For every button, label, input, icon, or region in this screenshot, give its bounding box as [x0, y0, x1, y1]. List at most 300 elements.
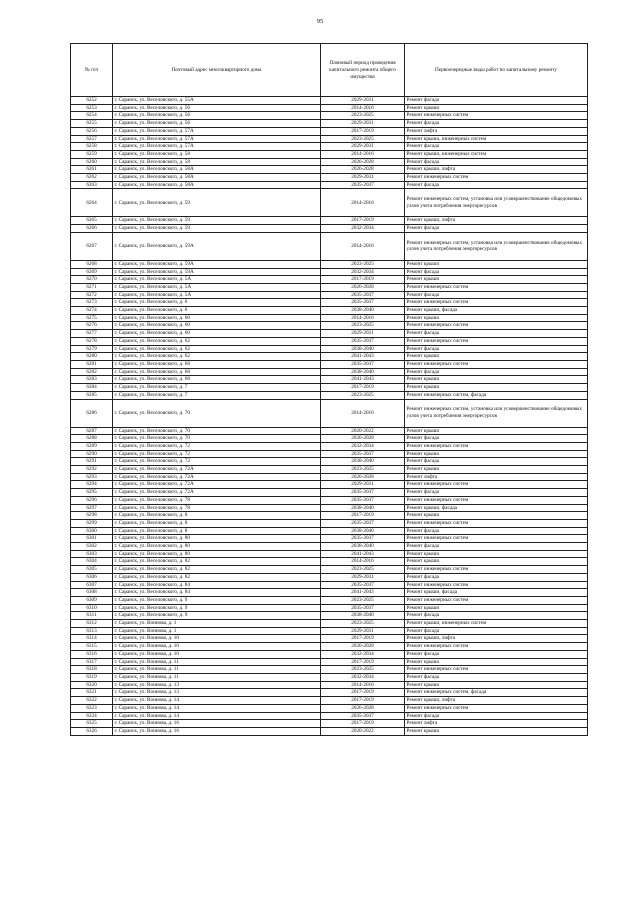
table-row [71, 681, 588, 689]
row-period: 2038-2040 [321, 345, 405, 353]
row-works: Ремонт инженерных систем, установка или усовершенствование общедомовых узлов учета потребления энергоресурсов [405, 232, 588, 260]
row-number: 6280 [71, 353, 113, 361]
table-row [71, 442, 588, 450]
row-period: 2035-2037 [321, 337, 405, 345]
row-works: Ремонт крыши, фасада [405, 589, 588, 597]
row-address: г. Саранск, ул. Веселовского, д. 6 [113, 299, 321, 307]
row-address: г. Саранск, ул. Веселовского, д. 72 [113, 450, 321, 458]
table-row [71, 150, 588, 158]
row-number: 6324 [71, 712, 113, 720]
row-address: г. Саранск, ул. Веселовского, д. 55А [113, 97, 321, 105]
row-works: Ремонт крыши [405, 604, 588, 612]
row-number: 6292 [71, 466, 113, 474]
table-row [71, 120, 588, 128]
row-works: Ремонт фасада [405, 158, 588, 166]
row-period: 2026-2028 [321, 643, 405, 651]
row-period: 2035-2037 [321, 496, 405, 504]
row-works: Ремонт фасада [405, 291, 588, 299]
row-number: 6259 [71, 150, 113, 158]
row-address: г. Саранск, ул. Веселовского, д. 80 [113, 543, 321, 551]
table-row [71, 330, 588, 338]
row-period: 2014-2016 [321, 189, 405, 217]
table-row [71, 276, 588, 284]
row-works: Ремонт инженерных систем [405, 337, 588, 345]
row-works: Ремонт инженерных систем, установка или усовершенствование общедомовых узлов учета потребления энергоресурсов [405, 399, 588, 427]
row-works: Ремонт инженерных систем [405, 112, 588, 120]
row-works: Ремонт инженерных систем, установка или усовершенствование общедомовых узлов учета потребления энергоресурсов [405, 189, 588, 217]
row-works: Ремонт крыши, фасада [405, 307, 588, 315]
table-row [71, 391, 588, 399]
row-address: г. Саранск, ул. Веселовского, д. 78 [113, 496, 321, 504]
table-row [71, 581, 588, 589]
row-works: Ремонт крыши [405, 104, 588, 112]
row-address: г. Саранск, ул. Веселовского, д. 72А [113, 466, 321, 474]
row-number: 6319 [71, 674, 113, 682]
table-row [71, 627, 588, 635]
row-works: Ремонт инженерных систем [405, 643, 588, 651]
row-works: Ремонт инженерных систем [405, 666, 588, 674]
row-address: г. Саранск, ул. Воинова, д. 11 [113, 658, 321, 666]
row-works: Ремонт крыши, лифта [405, 697, 588, 705]
row-period: 2035-2037 [321, 489, 405, 497]
row-works: Ремонт фасада [405, 543, 588, 551]
row-address: г. Саранск, ул. Веселовского, д. 59 [113, 225, 321, 233]
table-row [71, 104, 588, 112]
row-address: г. Саранск, ул. Веселовского, д. 72 [113, 458, 321, 466]
row-period: 2023-2025 [321, 112, 405, 120]
table-row [71, 307, 588, 315]
row-address: г. Саранск, ул. Веселовского, д. 58А [113, 174, 321, 182]
row-number: 6326 [71, 727, 113, 735]
row-number: 6293 [71, 473, 113, 481]
row-address: г. Саранск, ул. Веселовского, д. 59 [113, 217, 321, 225]
row-address: г. Саранск, ул. Веселовского, д. 72А [113, 481, 321, 489]
row-period: 2038-2040 [321, 307, 405, 315]
table-row [71, 658, 588, 666]
table-row [71, 384, 588, 392]
table-row [71, 558, 588, 566]
row-number: 6260 [71, 158, 113, 166]
table-row [71, 589, 588, 597]
row-number: 6291 [71, 458, 113, 466]
table-row [71, 97, 588, 105]
row-address: г. Саранск, ул. Веселовского, д. 57А [113, 135, 321, 143]
row-address: г. Саранск, ул. Веселовского, д. 5А [113, 276, 321, 284]
row-period: 2020-2022 [321, 727, 405, 735]
table-row [71, 620, 588, 628]
table-row [71, 189, 588, 217]
table-row [71, 181, 588, 189]
row-period: 2014-2016 [321, 104, 405, 112]
table-row [71, 353, 588, 361]
table-row [71, 674, 588, 682]
row-number: 6288 [71, 435, 113, 443]
row-number: 6290 [71, 450, 113, 458]
row-works: Ремонт инженерных систем [405, 704, 588, 712]
header-address: Почтовый адрес многоквартирного дома [113, 44, 321, 97]
row-address: г. Саранск, ул. Веселовского, д. 56 [113, 120, 321, 128]
row-number: 6277 [71, 330, 113, 338]
table-row [71, 322, 588, 330]
row-number: 6264 [71, 189, 113, 217]
row-address: г. Саранск, ул. Веселовского, д. 5А [113, 291, 321, 299]
row-period: 2032-2034 [321, 650, 405, 658]
row-number: 6312 [71, 620, 113, 628]
row-address: г. Саранск, ул. Веселовского, д. 8 [113, 519, 321, 527]
row-address: г. Саранск, ул. Веселовского, д. 57А [113, 143, 321, 151]
row-address: г. Саранск, ул. Веселовского, д. 58 [113, 150, 321, 158]
table-row [71, 217, 588, 225]
row-period: 2038-2040 [321, 527, 405, 535]
table-row [71, 704, 588, 712]
row-period: 2035-2037 [321, 604, 405, 612]
row-address: г. Саранск, ул. Веселовского, д. 68 [113, 376, 321, 384]
row-address: г. Саранск, ул. Веселовского, д. 58А [113, 181, 321, 189]
row-address: г. Саранск, ул. Воинова, д. 14 [113, 712, 321, 720]
row-works: Ремонт крыши [405, 550, 588, 558]
row-works: Ремонт фасада [405, 345, 588, 353]
row-number: 6311 [71, 612, 113, 620]
row-period: 2035-2037 [321, 712, 405, 720]
row-works: Ремонт фасада [405, 573, 588, 581]
table-row [71, 635, 588, 643]
row-works: Ремонт фасада [405, 225, 588, 233]
table-row [71, 174, 588, 182]
row-number: 6267 [71, 232, 113, 260]
row-period: 2038-2040 [321, 612, 405, 620]
table-row [71, 427, 588, 435]
row-works: Ремонт инженерных систем [405, 566, 588, 574]
row-period: 2041-2043 [321, 550, 405, 558]
row-works: Ремонт фасада [405, 268, 588, 276]
row-address: г. Саранск, ул. Воинова, д. 10 [113, 643, 321, 651]
table-row [71, 496, 588, 504]
row-works: Ремонт инженерных систем, фасада [405, 391, 588, 399]
row-number: 6283 [71, 376, 113, 384]
row-period: 2035-2037 [321, 450, 405, 458]
row-address: г. Саранск, ул. Веселовского, д. 82 [113, 573, 321, 581]
row-period: 2032-2034 [321, 268, 405, 276]
row-number: 6289 [71, 442, 113, 450]
row-address: г. Саранск, ул. Воинова, д. 10 [113, 635, 321, 643]
table-row [71, 283, 588, 291]
table-row [71, 612, 588, 620]
table-row [71, 566, 588, 574]
row-period: 2029-2031 [321, 143, 405, 151]
table-row [71, 450, 588, 458]
row-number: 6254 [71, 112, 113, 120]
row-works: Ремонт фасада [405, 712, 588, 720]
header-period: Плановый период проведения капитального ремонта общего имущества [321, 44, 405, 97]
table-row [71, 376, 588, 384]
row-number: 6285 [71, 391, 113, 399]
row-works: Ремонт крыши [405, 727, 588, 735]
table-row [71, 720, 588, 728]
row-period: 2023-2025 [321, 260, 405, 268]
row-number: 6316 [71, 650, 113, 658]
row-number: 6253 [71, 104, 113, 112]
row-address: г. Саранск, ул. Воинова, д. 16 [113, 720, 321, 728]
table-row [71, 466, 588, 474]
row-works: Ремонт лифта [405, 127, 588, 135]
row-period: 2026-2028 [321, 158, 405, 166]
row-address: г. Саранск, ул. Веселовского, д. 60 [113, 330, 321, 338]
row-number: 6266 [71, 225, 113, 233]
row-period: 2026-2028 [321, 435, 405, 443]
row-number: 6301 [71, 535, 113, 543]
row-address: г. Саранск, ул. Веселовского, д. 72А [113, 473, 321, 481]
row-period: 2035-2037 [321, 360, 405, 368]
table-row [71, 666, 588, 674]
row-address: г. Саранск, ул. Воинова, д. 1 [113, 627, 321, 635]
row-number: 6306 [71, 573, 113, 581]
row-address: г. Саранск, ул. Воинова, д. 14 [113, 704, 321, 712]
row-address: г. Саранск, ул. Воинова, д. 13 [113, 681, 321, 689]
row-address: г. Саранск, ул. Веселовского, д. 9 [113, 596, 321, 604]
table-row [71, 268, 588, 276]
row-period: 2029-2031 [321, 573, 405, 581]
row-works: Ремонт крыши, лифта [405, 166, 588, 174]
row-period: 2032-2034 [321, 225, 405, 233]
row-address: г. Саранск, ул. Веселовского, д. 7 [113, 391, 321, 399]
row-number: 6323 [71, 704, 113, 712]
table-row [71, 550, 588, 558]
row-period: 2029-2031 [321, 120, 405, 128]
row-period: 2041-2043 [321, 376, 405, 384]
row-period: 2023-2025 [321, 135, 405, 143]
row-works: Ремонт фасада [405, 458, 588, 466]
row-period: 2035-2037 [321, 519, 405, 527]
row-number: 6321 [71, 689, 113, 697]
row-address: г. Саранск, ул. Веселовского, д. 62 [113, 337, 321, 345]
row-address: г. Саранск, ул. Веселовского, д. 7 [113, 384, 321, 392]
row-number: 6309 [71, 596, 113, 604]
row-number: 6265 [71, 217, 113, 225]
table-row [71, 697, 588, 705]
row-works: Ремонт крыши [405, 658, 588, 666]
header-num: № п/п [71, 44, 113, 97]
row-period: 2029-2031 [321, 97, 405, 105]
row-period: 2017-2019 [321, 217, 405, 225]
row-works: Ремонт крыши, фасада [405, 504, 588, 512]
row-works: Ремонт крыши, инженерных систем [405, 150, 588, 158]
row-number: 6276 [71, 322, 113, 330]
row-address: г. Саранск, ул. Веселовского, д. 60 [113, 322, 321, 330]
row-number: 6300 [71, 527, 113, 535]
row-period: 2017-2019 [321, 635, 405, 643]
row-period: 2017-2019 [321, 127, 405, 135]
row-period: 2029-2031 [321, 627, 405, 635]
row-number: 6271 [71, 283, 113, 291]
row-number: 6305 [71, 566, 113, 574]
table-row [71, 604, 588, 612]
row-address: г. Саранск, ул. Воинова, д. 11 [113, 666, 321, 674]
row-address: г. Саранск, ул. Веселовского, д. 68 [113, 360, 321, 368]
row-period: 2038-2040 [321, 504, 405, 512]
row-number: 6268 [71, 260, 113, 268]
row-number: 6252 [71, 97, 113, 105]
row-period: 2038-2040 [321, 458, 405, 466]
row-address: г. Саранск, ул. Веселовского, д. 68 [113, 368, 321, 376]
row-period: 2023-2025 [321, 466, 405, 474]
row-number: 6294 [71, 481, 113, 489]
row-works: Ремонт крыши [405, 427, 588, 435]
row-address: г. Саранск, ул. Воинова, д. 1 [113, 620, 321, 628]
row-number: 6286 [71, 399, 113, 427]
row-works: Ремонт инженерных систем [405, 496, 588, 504]
row-works: Ремонт инженерных систем [405, 596, 588, 604]
row-works: Ремонт крыши [405, 384, 588, 392]
row-number: 6261 [71, 166, 113, 174]
table-row [71, 504, 588, 512]
row-period: 2023-2025 [321, 596, 405, 604]
row-number: 6257 [71, 135, 113, 143]
row-works: Ремонт крыши [405, 681, 588, 689]
row-period: 2026-2028 [321, 704, 405, 712]
table-row [71, 689, 588, 697]
row-number: 6297 [71, 504, 113, 512]
row-address: г. Саранск, ул. Веселовского, д. 59А [113, 232, 321, 260]
row-number: 6307 [71, 581, 113, 589]
row-period: 2026-2028 [321, 473, 405, 481]
row-address: г. Саранск, ул. Веселовского, д. 80 [113, 535, 321, 543]
row-period: 2023-2025 [321, 620, 405, 628]
row-works: Ремонт крыши [405, 376, 588, 384]
row-works: Ремонт фасада [405, 143, 588, 151]
row-address: г. Саранск, ул. Веселовского, д. 8 [113, 527, 321, 535]
row-works: Ремонт инженерных систем, фасада [405, 689, 588, 697]
table-row [71, 727, 588, 735]
table-row [71, 166, 588, 174]
table-row [71, 643, 588, 651]
table-body [71, 97, 588, 736]
row-period: 2032-2034 [321, 674, 405, 682]
row-period: 2035-2037 [321, 291, 405, 299]
row-number: 6310 [71, 604, 113, 612]
row-number: 6269 [71, 268, 113, 276]
row-period: 2023-2025 [321, 322, 405, 330]
table-row [71, 458, 588, 466]
row-number: 6263 [71, 181, 113, 189]
table-row [71, 368, 588, 376]
row-number: 6270 [71, 276, 113, 284]
row-period: 2026-2028 [321, 166, 405, 174]
row-number: 6282 [71, 368, 113, 376]
row-works: Ремонт инженерных систем [405, 360, 588, 368]
row-period: 2029-2031 [321, 481, 405, 489]
row-number: 6287 [71, 427, 113, 435]
row-number: 6308 [71, 589, 113, 597]
row-period: 2041-2043 [321, 353, 405, 361]
row-period: 2032-2034 [321, 442, 405, 450]
table-row [71, 481, 588, 489]
row-period: 2023-2025 [321, 566, 405, 574]
row-period: 2017-2019 [321, 512, 405, 520]
row-address: г. Саранск, ул. Веселовского, д. 59А [113, 260, 321, 268]
table-row [71, 650, 588, 658]
row-works: Ремонт фасада [405, 181, 588, 189]
row-period: 2038-2040 [321, 543, 405, 551]
row-works: Ремонт крыши [405, 260, 588, 268]
row-works: Ремонт инженерных систем [405, 481, 588, 489]
row-works: Ремонт крыши [405, 314, 588, 322]
row-period: 2023-2025 [321, 391, 405, 399]
row-address: г. Саранск, ул. Веселовского, д. 58 [113, 158, 321, 166]
row-number: 6303 [71, 550, 113, 558]
table-row [71, 143, 588, 151]
table-row [71, 345, 588, 353]
row-address: г. Саранск, ул. Веселовского, д. 60 [113, 314, 321, 322]
table-row [71, 337, 588, 345]
row-address: г. Саранск, ул. Веселовского, д. 70 [113, 427, 321, 435]
row-number: 6313 [71, 627, 113, 635]
row-address: г. Саранск, ул. Веселовского, д. 62 [113, 345, 321, 353]
row-works: Ремонт инженерных систем [405, 442, 588, 450]
table-row [71, 260, 588, 268]
row-number: 6318 [71, 666, 113, 674]
row-works: Ремонт фасада [405, 612, 588, 620]
row-works: Ремонт фасада [405, 489, 588, 497]
table-row [71, 299, 588, 307]
row-number: 6278 [71, 337, 113, 345]
row-works: Ремонт инженерных систем [405, 283, 588, 291]
table-row [71, 512, 588, 520]
row-address: г. Саранск, ул. Воинова, д. 13 [113, 689, 321, 697]
row-works: Ремонт инженерных систем [405, 519, 588, 527]
row-works: Ремонт фасада [405, 120, 588, 128]
row-address: г. Саранск, ул. Веселовского, д. 56 [113, 112, 321, 120]
row-works: Ремонт крыши [405, 558, 588, 566]
row-number: 6304 [71, 558, 113, 566]
row-period: 2035-2037 [321, 535, 405, 543]
row-period: 2017-2019 [321, 697, 405, 705]
row-works: Ремонт фасада [405, 650, 588, 658]
row-works: Ремонт фасада [405, 330, 588, 338]
table-row [71, 314, 588, 322]
table-row [71, 291, 588, 299]
row-number: 6279 [71, 345, 113, 353]
row-address: г. Саранск, ул. Веселовского, д. 80 [113, 550, 321, 558]
row-number: 6295 [71, 489, 113, 497]
row-period: 2035-2037 [321, 299, 405, 307]
row-address: г. Саранск, ул. Веселовского, д. 59 [113, 189, 321, 217]
row-number: 6258 [71, 143, 113, 151]
row-works: Ремонт крыши [405, 450, 588, 458]
row-number: 6320 [71, 681, 113, 689]
row-address: г. Саранск, ул. Веселовского, д. 70 [113, 399, 321, 427]
table-row [71, 596, 588, 604]
row-address: г. Саранск, ул. Веселовского, д. 72А [113, 489, 321, 497]
row-works: Ремонт фасада [405, 527, 588, 535]
row-number: 6302 [71, 543, 113, 551]
row-address: г. Саранск, ул. Воинова, д. 10 [113, 650, 321, 658]
row-works: Ремонт инженерных систем [405, 535, 588, 543]
header-works: Первоочередные виды работ по капитальному ремонту [405, 44, 588, 97]
row-address: г. Саранск, ул. Воинова, д. 14 [113, 697, 321, 705]
table-row [71, 519, 588, 527]
row-address: г. Саранск, ул. Веселовского, д. 84 [113, 589, 321, 597]
row-number: 6273 [71, 299, 113, 307]
row-works: Ремонт крыши [405, 353, 588, 361]
row-period: 2029-2031 [321, 174, 405, 182]
row-number: 6298 [71, 512, 113, 520]
row-number: 6299 [71, 519, 113, 527]
row-works: Ремонт фасада [405, 368, 588, 376]
row-address: г. Саранск, ул. Веселовского, д. 9 [113, 612, 321, 620]
row-number: 6262 [71, 174, 113, 182]
row-period: 2014-2016 [321, 681, 405, 689]
row-period: 2017-2019 [321, 658, 405, 666]
